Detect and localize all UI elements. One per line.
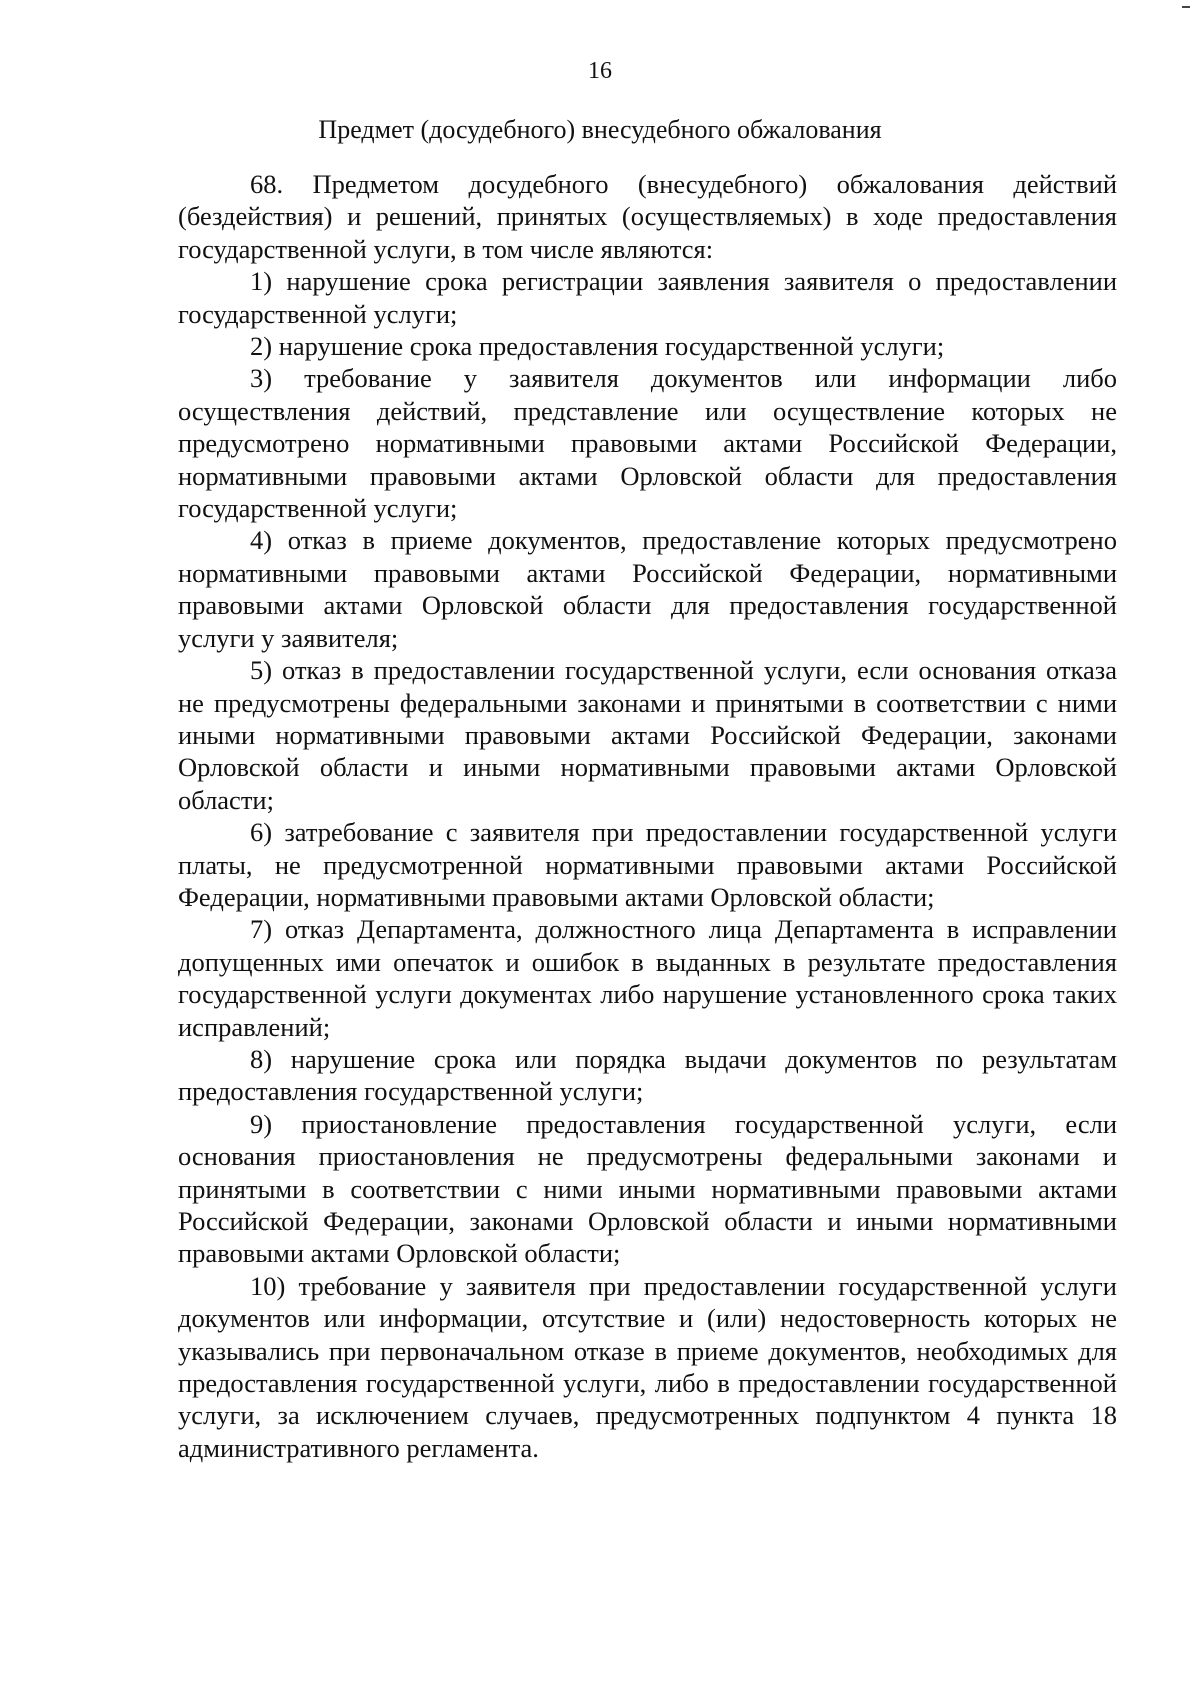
list-item-3: 3) требование у заявителя документов или информации либо осуществления действий, представление или осуществление которых не предусмотрено нормативными правовыми актами Российской Федерации, нормативными правовыми актами Орловской области для предоставления государственной услуги;	[178, 363, 1117, 524]
list-item-10: 10) требование у заявителя при предоставлении государственной услуги документов или информации, отсутствие и (или) недостоверность которых не указывались при первоначальном отказе в приеме документов, необходимых для предоставления государственной услуги, либо в предоставлении государственной услуги, за исключением случаев, предусмотренных подпунктом 4 пункта 18 административного регламента.	[178, 1270, 1117, 1463]
scan-edge-mark	[1182, 6, 1190, 8]
list-item-2: 2) нарушение срока предоставления государственной услуги;	[250, 331, 945, 362]
list-item-9: 9) приостановление предоставления государственной услуги, если основания приостановления не предусмотрены федеральными законами и принятыми в соответствии с ними иными нормативными правовыми актами Российской Федерации, законами Орловской области и иными нормативными правовыми актами Орловской области;	[178, 1108, 1117, 1269]
list-item-5: 5) отказ в предоставлении государственной услуги, если основания отказа не предусмотрены федеральными законами и принятыми в соответствии с ними иными нормативными правовыми актами Российской Федерации, законами Орловской области и иными нормативными правовыми актами Орловской области;	[178, 655, 1117, 815]
list-item-1: 1) нарушение срока регистрации заявления заявителя о предоставлении государственной услуги;	[178, 266, 1117, 329]
list-item-7: 7) отказ Департамента, должностного лица Департамента в исправлении допущенных ими опечаток и ошибок в выданных в результате предоставления государственной услуги документах либо нарушение установленного срока таких исправлений;	[178, 914, 1117, 1042]
list-item-6: 6) затребование с заявителя при предоставлении государственной услуги платы, не предусмотренной нормативными правовыми актами Российской Федерации, нормативными правовыми актами Орловской области;	[178, 817, 1117, 912]
list-item-8: 8) нарушение срока или порядка выдачи документов по результатам предоставления государственной услуги;	[178, 1043, 1117, 1107]
section-title: Предмет (досудебного) внесудебного обжалования	[318, 115, 882, 144]
list-item-4: 4) отказ в приеме документов, предоставление которых предусмотрено нормативными правовыми актами Российской Федерации, нормативными правовыми актами Орловской области для предоставления государственной услуги у заявителя;	[178, 525, 1117, 653]
page-number: 16	[588, 58, 612, 84]
paragraph-68: 68. Предметом досудебного (внесудебного) обжалования действий (бездействия) и решений, принятых (осуществляемых) в ходе предоставления государственной услуги, в том числе являются:	[178, 169, 1117, 264]
document-body	[178, 168, 1117, 1464]
